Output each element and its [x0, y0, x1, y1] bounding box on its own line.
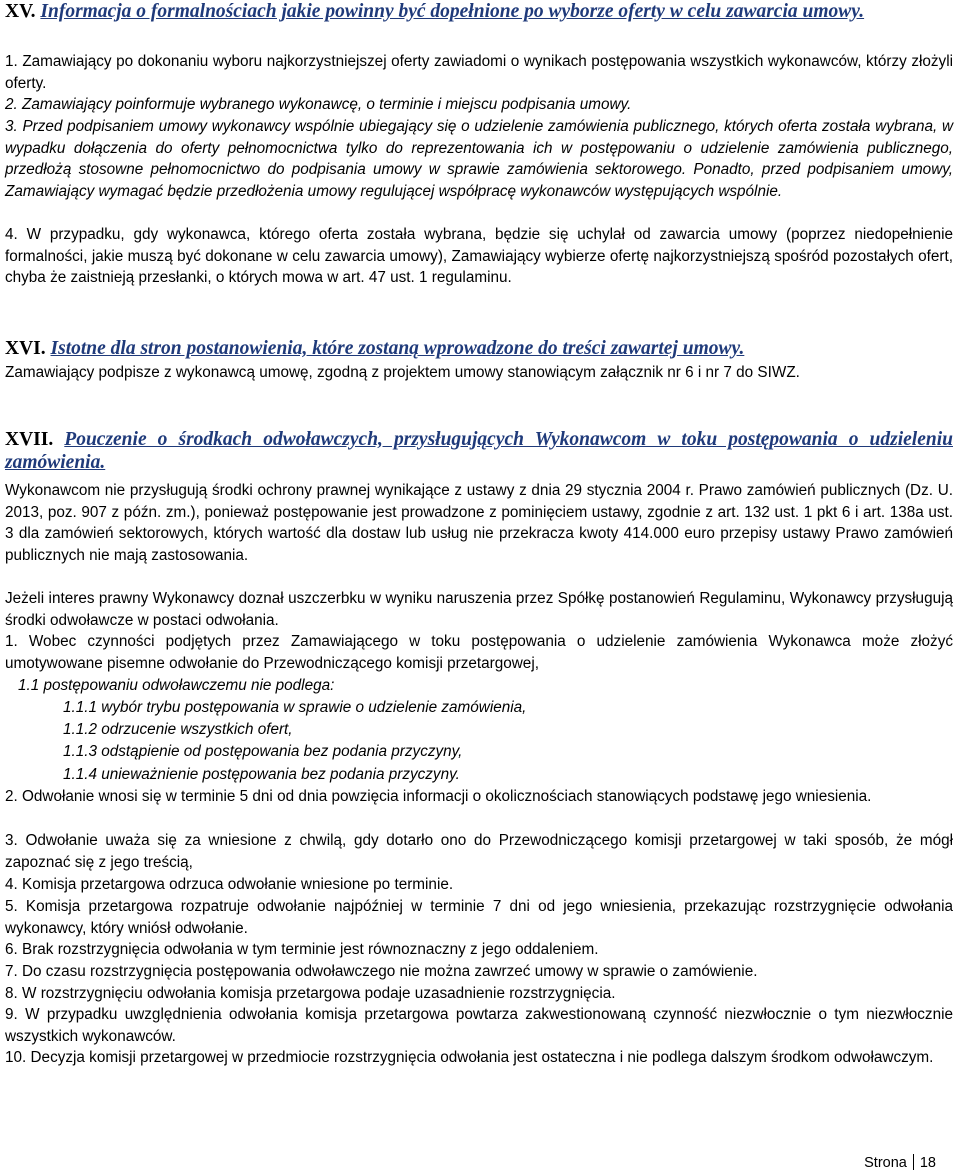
footer-divider — [913, 1154, 914, 1170]
section-title: Istotne dla stron postanowienia, które zostaną wprowadzone do treści zawartej umowy. — [50, 338, 745, 359]
xvii-item-10: 10. Decyzja komisji przetargowej w przedmiocie rozstrzygnięcia odwołania jest ostateczna i nie podlega dalszym środkom odwoławczym. — [5, 1049, 934, 1066]
xvii-item-1-1: 1.1 postępowaniu odwoławczemu nie podlega: — [18, 677, 335, 694]
xvii-subitem: 1.1.4 unieważnienie postępowania bez podania przyczyny. — [63, 766, 460, 783]
page-footer — [864, 1154, 936, 1171]
section-number: XV. — [5, 1, 36, 22]
xvii-subitem: 1.1.2 odrzucenie wszystkich ofert, — [63, 721, 293, 738]
footer-label: Strona — [864, 1155, 907, 1171]
xvii-item-9: 9. W przypadku uwzględnienia odwołania komisja przetargowa powtarza zakwestionowaną czynność niezwłocznie o tym niezwłocznie wszystkich wykonawców. — [5, 1006, 953, 1045]
xvii-subitem: 1.1.3 odstąpienie od postępowania bez podania przyczyny, — [63, 743, 463, 760]
xv-item-1: 1. Zamawiający po dokonaniu wyboru najkorzystniejszej oferty zawiadomi o wynikach postępowania wszystkich wykonawców, którzy złożyli oferty. — [5, 53, 953, 92]
xvii-item-1: 1. Wobec czynności podjętych przez Zamawiającego w toku postępowania o udzielenie zamówienia Wykonawca może złożyć umotywowane pisemne odwołanie do Przewodniczącego komisji przetargowej, — [5, 633, 953, 672]
xvii-item-2: 2. Odwołanie wnosi się w terminie 5 dni od dnia powzięcia informacji o okolicznościach stanowiących podstawę jego wniesienia. — [5, 788, 872, 805]
xvii-intro: Wykonawcom nie przysługują środki ochrony prawnej wynikające z ustawy z dnia 29 stycznia 2004 r. Prawo zamówień publicznych (Dz. U. 2013, poz. 907 z późn. zm.), ponieważ postępowanie jest prowadzone z pominięciem ustawy, zgodnie z art. 132 ust. 1 pkt 6 i art. 138a ust. 3 dla zamówień sektorowych, których wartość dla dostaw lub usług nie przekracza kwoty 414.000 euro przepisy ustawy Prawo zamówień publicznych nie mają zastosowania. — [5, 482, 953, 564]
section-xv-heading — [5, 0, 953, 23]
section-number: XVI. — [5, 338, 46, 359]
xv-item-4: 4. W przypadku, gdy wykonawca, którego oferta została wybrana, będzie się uchylał od zawarcia umowy (poprzez niedopełnienie formalności, jakie muszą być dokonane w celu zawarcia umowy), Zamawiający wybierze ofertę najkorzystniejszą spośród pozostałych ofert, chyba że zaistnieją przesłanki, o których mowa w art. 47 ust. 1 regulaminu. — [5, 226, 953, 287]
xv-item-2: 2. Zamawiający poinformuje wybranego wykonawcę, o terminie i miejscu podpisania umowy. — [5, 96, 632, 113]
xvii-item-7: 7. Do czasu rozstrzygnięcia postępowania odwoławczego nie można zawrzeć umowy w sprawie o zamówienie. — [5, 963, 758, 980]
section-number: XVII. — [5, 429, 54, 450]
section-title: Pouczenie o środkach odwoławczych, przysługujących Wykonawcom w toku postępowania o udzieleniu zamówienia. — [5, 429, 953, 473]
xvii-item-8: 8. W rozstrzygnięciu odwołania komisja przetargowa podaje uzasadnienie rozstrzygnięcia. — [5, 985, 616, 1002]
section-title: Informacja o formalnościach jakie powinny być dopełnione po wyborze oferty w celu zawarcia umowy. — [40, 1, 865, 22]
xvii-item-6: 6. Brak rozstrzygnięcia odwołania w tym terminie jest równoznaczny z jego oddaleniem. — [5, 941, 599, 958]
xvi-body: Zamawiający podpisze z wykonawcą umowę, zgodną z projektem umowy stanowiącym załącznik nr 6 i nr 7 do SIWZ. — [5, 364, 800, 381]
xvii-subitem: 1.1.1 wybór trybu postępowania w sprawie o udzielenie zamówienia, — [63, 699, 527, 716]
xvii-intro-2: Jeżeli interes prawny Wykonawcy doznał uszczerbku w wyniku naruszenia przez Spółkę postanowień Regulaminu, Wykonawcy przysługują środki odwoławcze w postaci odwołania. — [5, 590, 953, 629]
xvii-item-3: 3. Odwołanie uważa się za wniesione z chwilą, gdy dotarło ono do Przewodniczącego komisji przetargowej w taki sposób, że mógł zapoznać się z jego treścią, — [5, 832, 953, 871]
page-number: 18 — [919, 1155, 936, 1171]
section-xvi-heading — [5, 337, 953, 360]
xv-item-3: 3. Przed podpisaniem umowy wykonawcy wspólnie ubiegający się o udzielenie zamówienia publicznego, których oferta została wybrana, w wypadku dołączenia do oferty pełnomocnictwa tylko do reprezentowania ich w postępowaniu o udzielenie zamówienia publicznego, przedłożą stosowne pełnomocnictwo do podpisania umowy w sprawie zamówienia sektorowego. Ponadto, przed podpisaniem umowy, Zamawiający wymagać będzie przedłożenia umowy regulującej współpracę wykonawców występujących wspólnie. — [5, 118, 953, 200]
section-xvii-heading — [5, 428, 953, 474]
xvii-item-4: 4. Komisja przetargowa odrzuca odwołanie wniesione po terminie. — [5, 876, 454, 893]
xvii-item-5: 5. Komisja przetargowa rozpatruje odwołanie najpóźniej w terminie 7 dni od jego wniesienia, przekazując rozstrzygnięcie odwołania wykonawcy, który wniósł odwołanie. — [5, 898, 953, 937]
